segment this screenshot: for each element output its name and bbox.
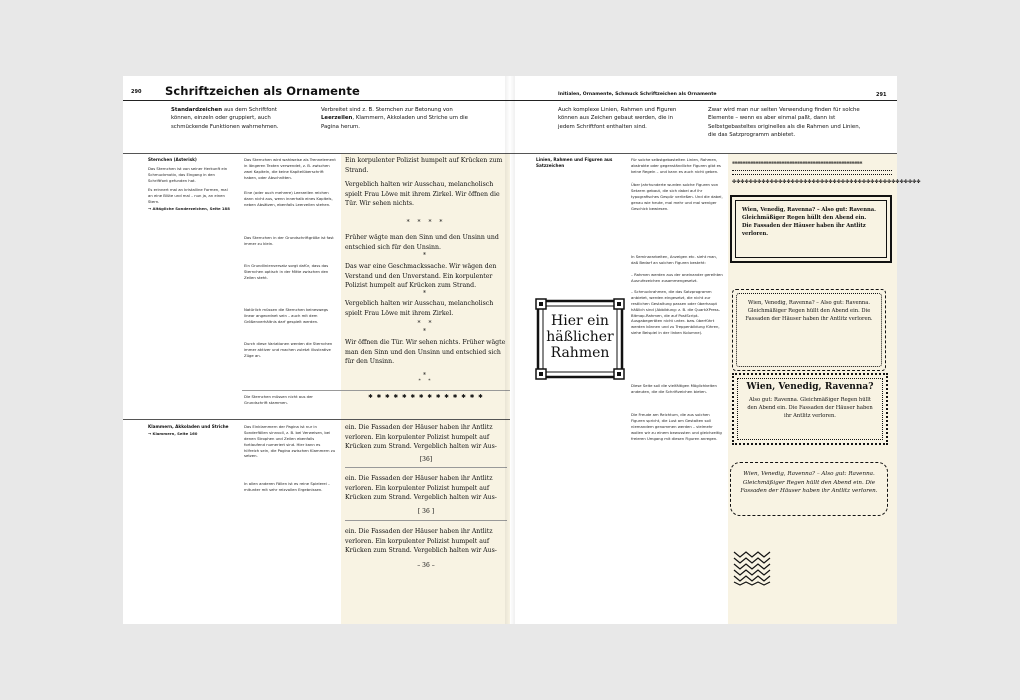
note-text: Die Sternchen müssen nicht aus der Grundschrift stammen. (244, 394, 313, 405)
intro-col2: Zwar wird man nur selten Verwendung finden für solche Elemente – wenn es aber einmal paßt, dann ist Selbstgebasteltes originelles als die Rahmen und Linien, die das Satzprogramm anbietet. (708, 107, 861, 139)
note-text: Über Jahrhunderte wurden solche Figuren von Setzern gebaut, die sich dabei auf ihr typografisches Gespür verließen. Und die dabei, genau wie heute, mal mehr und mal weniger Geschick bewiesen. (631, 182, 723, 211)
frame-text: Also gut: Ravenna. Gleichmäßiger Regen hüllt den Abend ein. Die Fassaden der Häuser haben ihr Antlitz verloren. (747, 397, 873, 420)
section-rule (123, 419, 510, 420)
note-text: Ein Grundlinienversatz sorgt dafür, dass das Sternchen optisch in der Mitte zwischen den Zeilen steht. (244, 263, 329, 280)
frame-heading: Wien, Venedig, Ravenna? (746, 382, 874, 392)
note-text: Durch diese Variationen werden die Sternchen immer aktiver und machen zuletzt illustrative Züge an. (244, 341, 333, 358)
ugly-frame-text: Hier ein häßlicher Rahmen (546, 313, 614, 362)
note-text: In Seminararbeiten, Anzeigen etc. sieht man, daß Bedarf an solchen Figuren besteht: (631, 254, 718, 265)
title-rule (510, 100, 897, 101)
ornament-line (732, 170, 892, 175)
example-text: Vergeblich halten wir Ausschau, melancholisch spielt Frau Löwe mit ihrem Zirkel. (345, 300, 494, 317)
running-head: Initialen, Ornamente, Schmuck Schriftzeichen als Ornamente (558, 92, 717, 97)
right-page (510, 76, 921, 624)
frame-solid (730, 195, 892, 263)
side-note: Es erinnert mal an kristalline Formen, mal an eine Blüte und mal – nun ja, an einen Stern. (148, 187, 228, 204)
section-label-frames: Linien, Rahmen und Figuren aus Satzzeichen (536, 157, 613, 169)
book-gutter (505, 76, 515, 624)
example-text: Das war eine Geschmackssache. Wir wägen den Verstand und den Unverstand. Ein korpulenter Polizist humpelt auf Krücken zum Strand. (345, 263, 497, 290)
note-text: Die Freude am Reichtum, die aus solchen Figuren spricht, die Lust am Gestalten soll niemandem genommen werden – vielmehr wollen wir zu einem bewussten und gleichzeitig freieren Umgang mit diesen Figuren anregen. (631, 412, 722, 441)
note-text: Das Sternchen wird wahlweise als Trennelement in längeren Texten verwendet, z. B. zwischen zwei Kapiteln, die keine Kapitelüberschrift haben, oder Abschnitten. (244, 157, 336, 180)
page-title: Schriftzeichen als Ornamente (165, 84, 360, 98)
pagina-example: [ 36 ] (417, 508, 435, 515)
example-text: Ein korpulenter Polizist humpelt auf Krücken zum Strand. (345, 157, 503, 174)
asterisk-line: ✱ ✱ ✱ ✱ ✱ ✱ ✱ ✱ ✱ ✱ ✱ ✱ ✱ ✱ (368, 394, 484, 400)
side-note: Das Sternchen ist von seiner Herkunft ein Schmuckmotiv, das Eingang in den Schriftfont gefunden hat. (148, 166, 228, 183)
ornament-line: ✤✤✤✤✤✤✤✤✤✤✤✤✤✤✤✤✤✤✤✤✤✤✤✤✤✤✤✤✤✤✤✤✤✤✤✤✤✤✤✤✤✤✤✤✤ (732, 179, 921, 185)
note-text: Für solche selbstgebastelten Linien, Rahmen, abstrakte oder gegenständliche Figuren gibt es keine Regeln – und kann es auch nicht geben. (631, 157, 721, 174)
example-text: ein. Die Fassaden der Häuser haben ihr Antlitz verloren. Ein korpulenter Polizist humpelt auf Krücken zum Strand. Vergeblich halten wir Aus- (345, 475, 497, 502)
note-text: Das Einklammern der Pagina ist nur in Sonderfällen sinnvoll, z. B. bei Verweisen, bei denen Strophen und Zeilen ebenfalls fortlaufend numeriert sind. Hier kann es hilfreich sein, die Pagina zwischen Klammern zu setzen. (244, 424, 336, 459)
cross-reference: → Klammern, Seite 160 (148, 431, 198, 436)
section-rule (123, 153, 510, 154)
note-text: Natürlich müssen die Sternchen keineswegs linear angeordnet sein – auch mit dem Größenverhältnis darf gespielt werden. (244, 307, 329, 324)
left-page (123, 76, 510, 624)
page-number: 290 (131, 89, 142, 95)
note-text: Eine (oder auch mehrere) Leerzeilen reichen dann nicht aus, wenn innerhalb eines Kapitels, neben Absätzen, ebenfalls Leerzeilen stehen. (244, 190, 333, 207)
section-label-brackets: Klammern, Akkoladen und Striche (148, 424, 229, 429)
section-label-asterisk: Sternchen (Asterisk) (148, 157, 197, 162)
note-text: – Schmuckrahmen, die das Satzprogramm anbietet, werden eingesetzt, die nicht zur restlichen Gestaltung passen oder überhaupt häßlich sind (Abbildung: z. B. die QuarkXPress-Bitmap-Rahmen, die auf PostScript-Ausgabegeräten nicht unter- bzw. überführt werden können und zu Treppenbildung führen, siehe Beispiel in der linken Kolumne). (631, 289, 720, 336)
intro-col1: Standardzeichen aus dem Schriftfont können, einzeln oder gruppiert, auch schmückende Funktionen wahrnehmen. (171, 107, 279, 130)
intro-col2: Verbreitet sind z. B. Sternchen zur Betonung von Leerzeilen, Klammern, Akkoladen und Striche um die Pagina herum. (321, 107, 468, 130)
divider (345, 520, 507, 521)
note-text: Diese Seite soll die vielfältigen Möglichkeiten andeuten, die die Schriftzeichen bieten. (631, 383, 717, 394)
frame-text: Wien, Venedig, Ravenna? – Also gut: Ravenna. Gleichmäßiger Regen hüllt den Abend ein. Die Fassaden der Häuser haben ihr Antlitz verloren. (745, 300, 873, 323)
ornament-figure (732, 550, 772, 586)
divider (242, 390, 510, 391)
example-text: ein. Die Fassaden der Häuser haben ihr Antlitz verloren. Ein korpulenter Polizist humpelt auf Krücken zum Strand. Vergeblich halten wir Aus- (345, 424, 497, 451)
asterism: * (423, 290, 429, 297)
asterism: * (423, 372, 429, 379)
frame-ornamental (732, 373, 888, 445)
cross-reference: → Altägliche Sonderzeichen, Seite 188 (148, 206, 230, 211)
page-number: 291 (876, 92, 887, 98)
frame-dashed (732, 289, 886, 371)
asterism: * * (418, 379, 434, 384)
ornament-line: ⨳⨳⨳⨳⨳⨳⨳⨳⨳⨳⨳⨳⨳⨳⨳⨳⨳⨳⨳⨳⨳⨳⨳⨳⨳⨳⨳⨳⨳⨳⨳⨳⨳⨳⨳⨳⨳⨳⨳⨳⨳⨳⨳⨳⨳⨳⨳⨳⨳⨳ (732, 160, 863, 166)
intro-col1: Auch komplexe Linien, Rahmen und Figuren können aus Zeichen gebaut werden, die in jedem Schriftfont enthalten sind. (558, 107, 677, 130)
divider (345, 467, 507, 468)
pagina-example: – 36 – (417, 562, 435, 569)
example-text: Früher wägte man den Sinn und den Unsinn und entschied sich für den Unsinn. (345, 234, 499, 251)
frame-rounded (730, 462, 888, 516)
frame-text: Wien, Venedig, Ravenna? – Also gut: Ravenna. Gleichmäßiger Regen hüllt den Abend ein. Die Fassaden der Häuser haben ihr Antlitz verloren. (742, 207, 876, 238)
example-text: ein. Die Fassaden der Häuser haben ihr Antlitz verloren. Ein korpulenter Polizist humpelt auf Krücken zum Strand. Vergeblich halten wir Aus- (345, 528, 497, 555)
frame-text: Wien, Venedig, Ravenna? – Also gut: Ravenna. Gleichmäßiger Regen hüllt den Abend ein. Die Fassaden der Häuser haben ihr Antlitz verloren. (740, 471, 878, 495)
asterism: * (423, 252, 429, 259)
asterism: * * (417, 320, 435, 327)
note-text: In allen anderen Fällen ist es reine Spielerei – mitunter mit sehr reizvollen Ergebnissen. (244, 481, 330, 492)
asterism: * (423, 328, 429, 335)
example-text: Wir öffnen die Tür. Wir sehen nichts. Früher wägte man den Sinn und den Unsinn und entschied sich für den Unsinn. (345, 339, 506, 366)
note-text: – Rahmen werden aus der aneinander gereihten Ausrufezeichen zusammengesetzt. (631, 272, 723, 283)
section-rule (510, 153, 897, 154)
pagina-example: [36] (419, 456, 433, 463)
note-text: Das Sternchen in der Grundschriftgröße ist fast immer zu klein. (244, 235, 334, 246)
zigzag-figure (732, 550, 772, 586)
asterism: * * * * (406, 219, 446, 226)
ugly-frame (536, 299, 624, 379)
title-rule (123, 100, 510, 101)
example-text: Vergeblich halten wir Ausschau, melancholisch spielt Frau Löwe mit ihrem Zirkel. Wir öffnen die Tür. Wir sehen nichts. (345, 181, 500, 208)
